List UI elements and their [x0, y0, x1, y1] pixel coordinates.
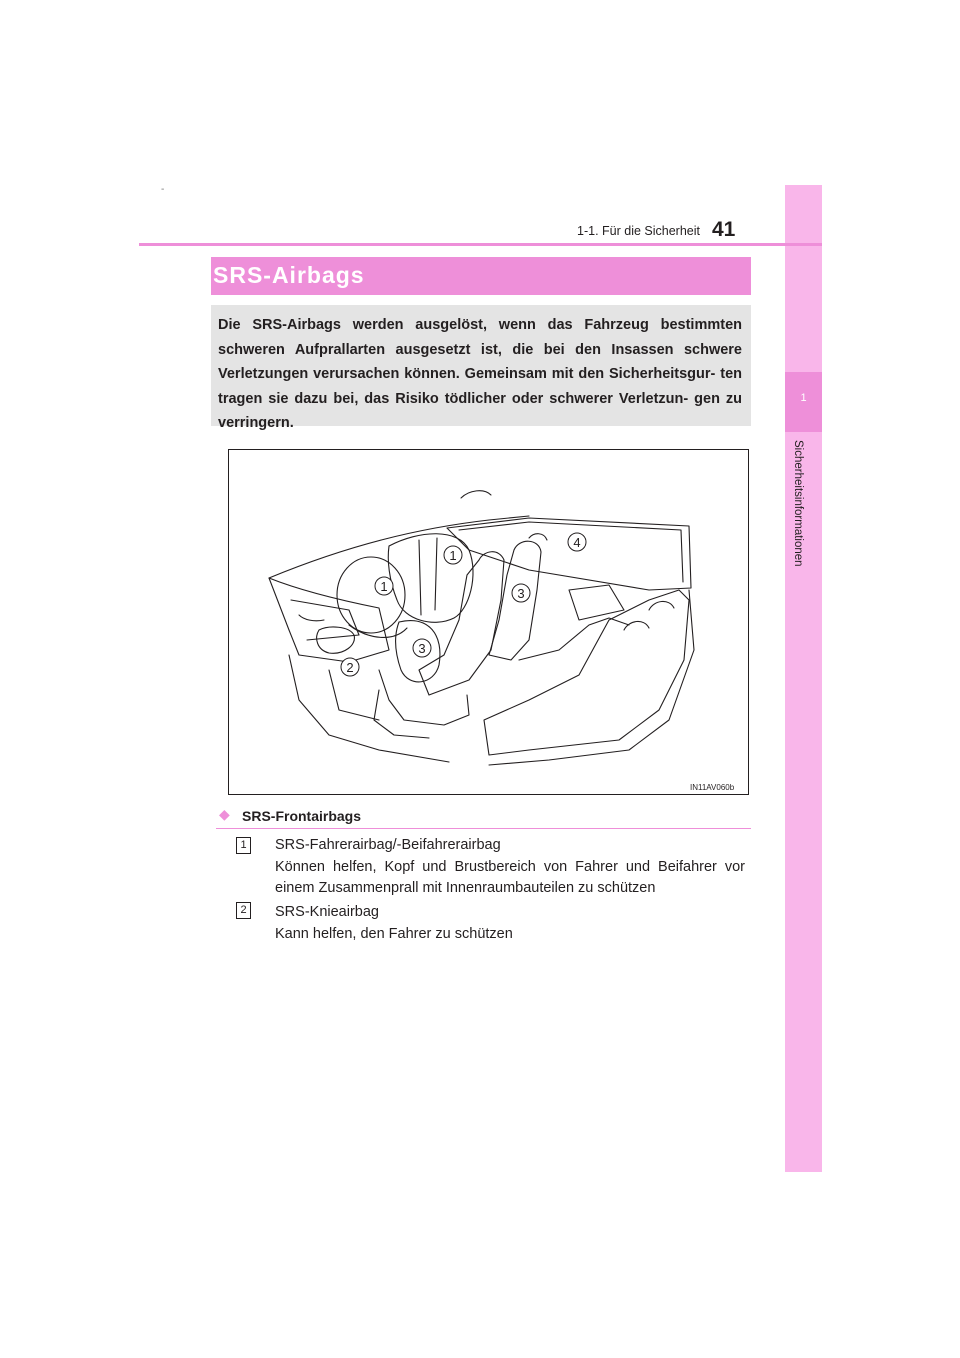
callout-1-passenger: 1	[449, 548, 457, 563]
intro-text: Die SRS-Airbags werden ausgelöst, wenn das Fahrzeug bestimmten schweren Aufprallarten ausgesetzt ist, die bei den Insassen schwere Verletzungen verursachen können. Gemeinsam mit den Sicherheitsgur- ten tragen sie dazu bei, das Risiko tödlicher oder schwerer Verletzun- gen zu verringern.	[218, 317, 742, 431]
figure-code: IN11AV060b	[690, 783, 735, 792]
callout-3-front: 3	[418, 641, 426, 656]
callout-3-rear: 3	[517, 586, 525, 601]
diamond-bullet-icon: ◆	[219, 806, 230, 822]
section-divider	[216, 828, 751, 829]
callout-4-curtain: 4	[573, 535, 581, 550]
item-description: Kann helfen, den Fahrer zu schützen	[275, 925, 513, 942]
item-number-2: 2	[236, 902, 251, 919]
section-title: SRS-Frontairbags	[242, 808, 362, 824]
header-section-title: 1-1. Für die Sicherheit	[577, 224, 700, 238]
airbag-figure	[228, 449, 749, 795]
chapter-number: 1	[800, 392, 807, 404]
margin-mark: -	[161, 184, 165, 195]
page-number: 41	[712, 218, 736, 241]
item-title: SRS-Knieairbag	[275, 904, 379, 920]
page-title: SRS-Airbags	[213, 262, 365, 288]
callout-1-driver: 1	[380, 579, 388, 594]
callout-2-knee: 2	[346, 660, 354, 675]
car-interior-illustration	[229, 450, 748, 794]
item-number-1: 1	[236, 837, 251, 854]
item-description: Können helfen, Kopf und Brustbereich von Fahrer und Beifahrer vor einem Zusammenprall mit Innenraumbauteilen zu schützen	[275, 858, 745, 896]
list-item	[275, 902, 745, 945]
list-item	[275, 835, 745, 900]
chapter-label: Sicherheitsinformationen	[792, 440, 804, 567]
header-divider	[139, 243, 822, 246]
side-tab	[785, 185, 822, 1172]
item-title: SRS-Fahrerairbag/-Beifahrerairbag	[275, 837, 501, 853]
